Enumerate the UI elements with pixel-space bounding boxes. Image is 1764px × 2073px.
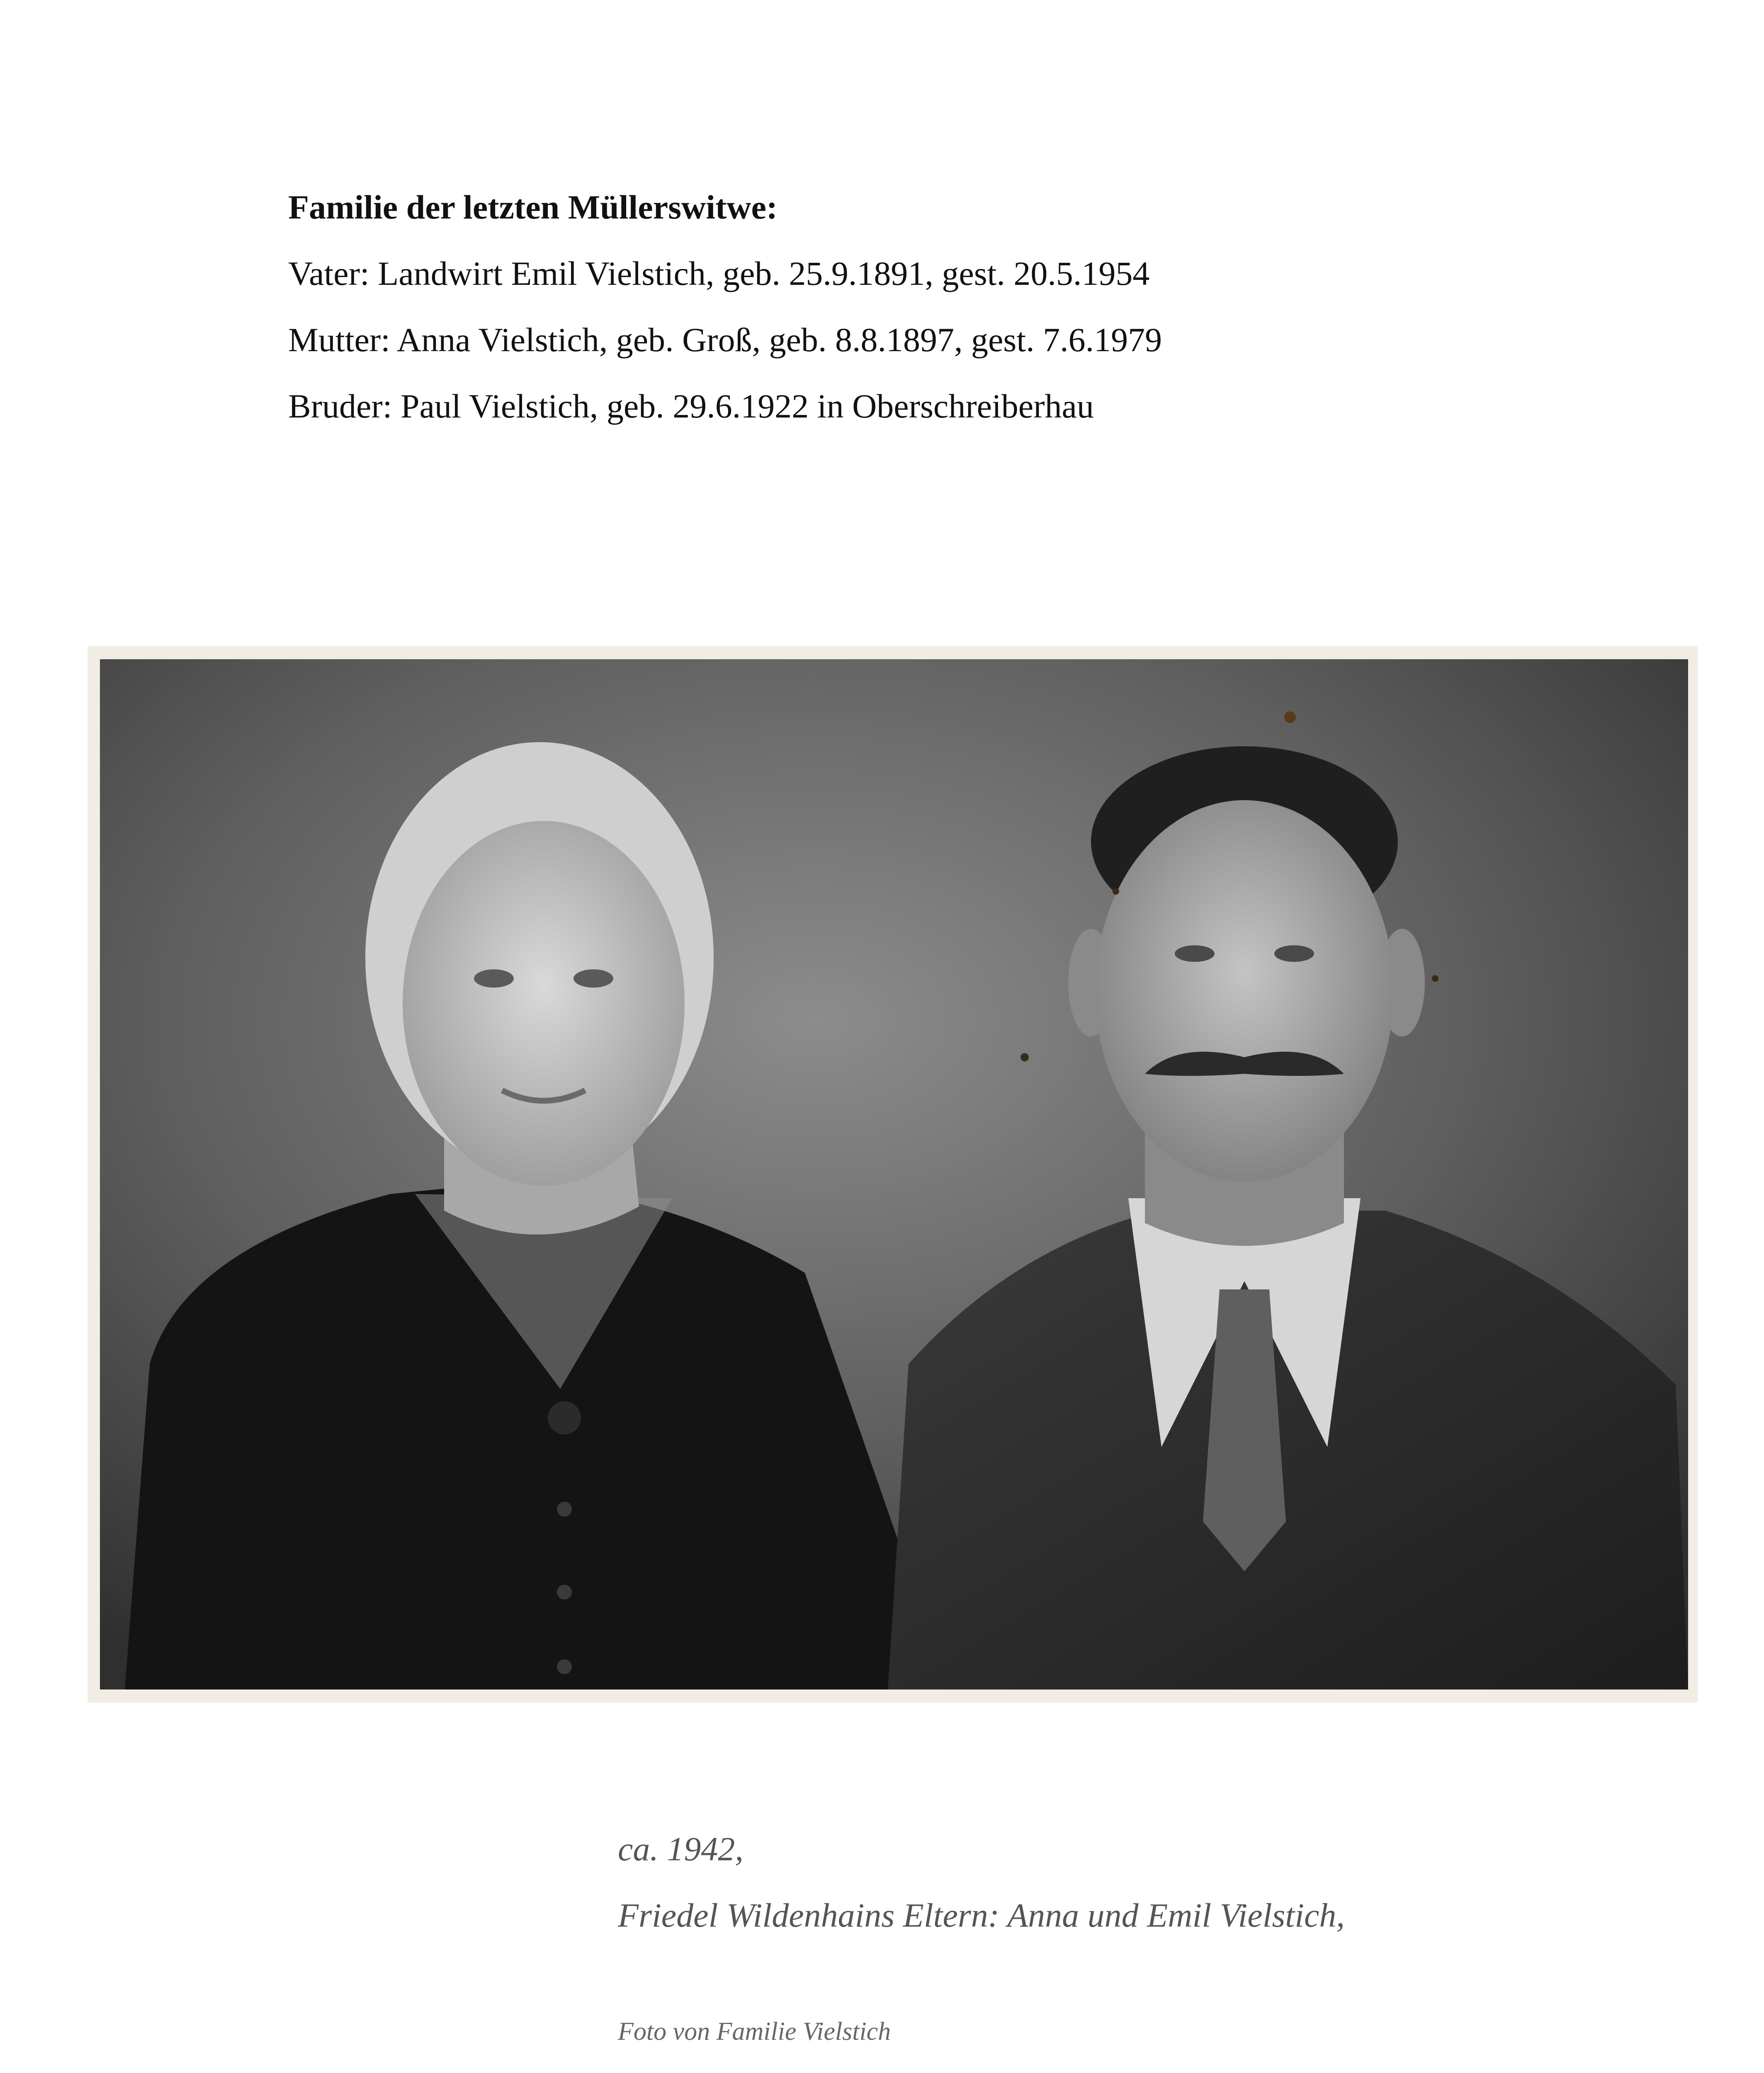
woman-eye-right: [573, 969, 613, 988]
photo-caption: [618, 1816, 1613, 2052]
portrait-photo: [100, 659, 1688, 1689]
caption-text: Friedel Wildenhains Eltern: Anna und Emil Vielstich,: [618, 1896, 1345, 1934]
woman-face: [403, 821, 685, 1186]
caption-date: ca. 1942,: [618, 1830, 744, 1868]
man-eye-right: [1274, 945, 1314, 962]
photo-frame: [88, 647, 1697, 1702]
brother-info: Bruder: Paul Vielstich, geb. 29.6.1922 in Oberschreiberhau: [288, 387, 1094, 425]
man-face: [1095, 800, 1394, 1182]
section-heading: Familie der letzten Müllerswitwe:: [288, 188, 778, 226]
man-eye-left: [1175, 945, 1215, 962]
father-info: Vater: Landwirt Emil Vielstich, geb. 25.9.1891, gest. 20.5.1954: [288, 255, 1150, 292]
woman-brooch: [548, 1401, 581, 1435]
mother-info: Mutter: Anna Vielstich, geb. Groß, geb. 8.8.1897, gest. 7.6.1979: [288, 321, 1162, 359]
photo-credit: Foto von Familie Vielstich: [618, 2017, 891, 2046]
woman-eye-left: [474, 969, 514, 988]
portrait-photo-illustration: [100, 659, 1688, 1689]
family-info-block: [288, 174, 1657, 439]
